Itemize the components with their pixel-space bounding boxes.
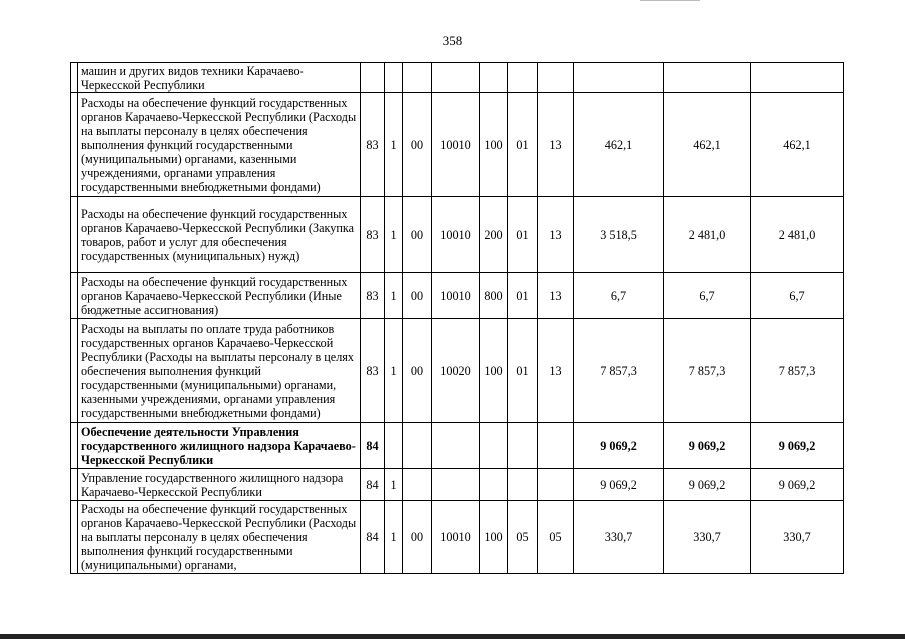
scan-edge-bottom [0,634,905,639]
table-row [71,501,844,574]
code-section [508,63,538,93]
row-name: Управление государственного жилищного надзора Карачаево-Черкесской Республики [78,469,361,501]
code-subprogram: 00 [403,197,432,273]
code-expense-type: 100 [480,501,508,574]
code-section [508,469,538,501]
code-program: 1 [385,501,403,574]
amount-year-3: 9 069,2 [751,423,844,469]
amount-year-1: 9 069,2 [574,423,664,469]
row-marker [71,197,78,273]
code-program: 1 [385,93,403,197]
code-subprogram: 00 [403,273,432,319]
amount-year-3: 462,1 [751,93,844,197]
amount-year-2: 9 069,2 [664,423,751,469]
code-program: 1 [385,469,403,501]
row-name: Расходы на обеспечение функций государственных органов Карачаево-Черкесской Республики (Иные бюджетные ассигнования) [78,273,361,319]
code-section: 01 [508,93,538,197]
amount-year-2: 6,7 [664,273,751,319]
code-expense-type: 800 [480,273,508,319]
code-admin: 84 [361,501,385,574]
code-admin: 84 [361,423,385,469]
table-row [71,423,844,469]
row-marker [71,273,78,319]
row-marker [71,501,78,574]
code-section: 01 [508,319,538,423]
code-subsection: 13 [538,273,574,319]
row-marker [71,469,78,501]
code-target [432,423,480,469]
row-name: Расходы на обеспечение функций государственных органов Карачаево-Черкесской Республики (Расходы на выплаты персоналу в целях обеспечения выполнения функций государственными (муниципальными) органами, [78,501,361,574]
code-target: 10010 [432,93,480,197]
code-program: 1 [385,273,403,319]
code-target: 10020 [432,319,480,423]
code-section: 01 [508,197,538,273]
code-expense-type [480,423,508,469]
row-name: Обеспечение деятельности Управления государственного жилищного надзора Карачаево-Черкесской Республики [78,423,361,469]
code-subprogram: 00 [403,319,432,423]
code-target [432,469,480,501]
code-expense-type [480,63,508,93]
row-marker [71,93,78,197]
amount-year-1: 330,7 [574,501,664,574]
code-subsection: 13 [538,197,574,273]
code-subprogram: 00 [403,93,432,197]
code-admin: 83 [361,93,385,197]
table-row [71,93,844,197]
scan-edge-top [640,0,700,1]
code-program [385,63,403,93]
amount-year-3: 9 069,2 [751,469,844,501]
table-row [71,319,844,423]
code-program [385,423,403,469]
code-expense-type: 200 [480,197,508,273]
amount-year-2 [664,63,751,93]
code-target [432,63,480,93]
amount-year-1 [574,63,664,93]
table-row [71,63,844,93]
code-admin: 84 [361,469,385,501]
code-subprogram [403,423,432,469]
table-row [71,197,844,273]
amount-year-1: 7 857,3 [574,319,664,423]
code-admin: 83 [361,273,385,319]
amount-year-2: 330,7 [664,501,751,574]
row-name: Расходы на обеспечение функций государственных органов Карачаево-Черкесской Республики (Расходы на выплаты персоналу в целях обеспечения выполнения функций государственными (муниципальными) органами, казенными учреждениями, органами управления государственными внебюджетными фондами) [78,93,361,197]
code-expense-type [480,469,508,501]
code-subsection [538,423,574,469]
code-subprogram [403,63,432,93]
row-marker [71,319,78,423]
code-section [508,423,538,469]
table-row [71,273,844,319]
code-target: 10010 [432,273,480,319]
row-marker [71,423,78,469]
amount-year-2: 2 481,0 [664,197,751,273]
code-admin: 83 [361,197,385,273]
amount-year-3: 330,7 [751,501,844,574]
code-section: 01 [508,273,538,319]
amount-year-3: 6,7 [751,273,844,319]
code-expense-type: 100 [480,319,508,423]
code-section: 05 [508,501,538,574]
amount-year-1: 462,1 [574,93,664,197]
amount-year-2: 462,1 [664,93,751,197]
page-number: 358 [442,33,463,48]
row-name: Расходы на выплаты по оплате труда работников государственных органов Карачаево-Черкесской Республики (Расходы на выплаты персоналу в целях обеспечения выполнения функций государственными (муниципальными) органами, казенными учреждениями, органами управления государственными внебюджетными фондами) [78,319,361,423]
code-subsection [538,63,574,93]
code-subprogram [403,469,432,501]
code-admin: 83 [361,319,385,423]
code-subsection [538,469,574,501]
code-expense-type: 100 [480,93,508,197]
row-name: машин и других видов техники Карачаево-Черкесской Республики [78,63,361,93]
amount-year-2: 7 857,3 [664,319,751,423]
code-subsection: 05 [538,501,574,574]
row-marker [71,63,78,93]
code-program: 1 [385,319,403,423]
code-admin [361,63,385,93]
code-target: 10010 [432,197,480,273]
amount-year-3: 7 857,3 [751,319,844,423]
code-program: 1 [385,197,403,273]
code-target: 10010 [432,501,480,574]
code-subsection: 13 [538,93,574,197]
amount-year-2: 9 069,2 [664,469,751,501]
code-subsection: 13 [538,319,574,423]
amount-year-1: 6,7 [574,273,664,319]
amount-year-3: 2 481,0 [751,197,844,273]
budget-table [70,62,844,574]
row-name: Расходы на обеспечение функций государственных органов Карачаево-Черкесской Республики (Закупка товаров, работ и услуг для обеспечения государственных (муниципальных) нужд) [78,197,361,273]
table-row [71,469,844,501]
amount-year-1: 3 518,5 [574,197,664,273]
amount-year-3 [751,63,844,93]
amount-year-1: 9 069,2 [574,469,664,501]
code-subprogram: 00 [403,501,432,574]
